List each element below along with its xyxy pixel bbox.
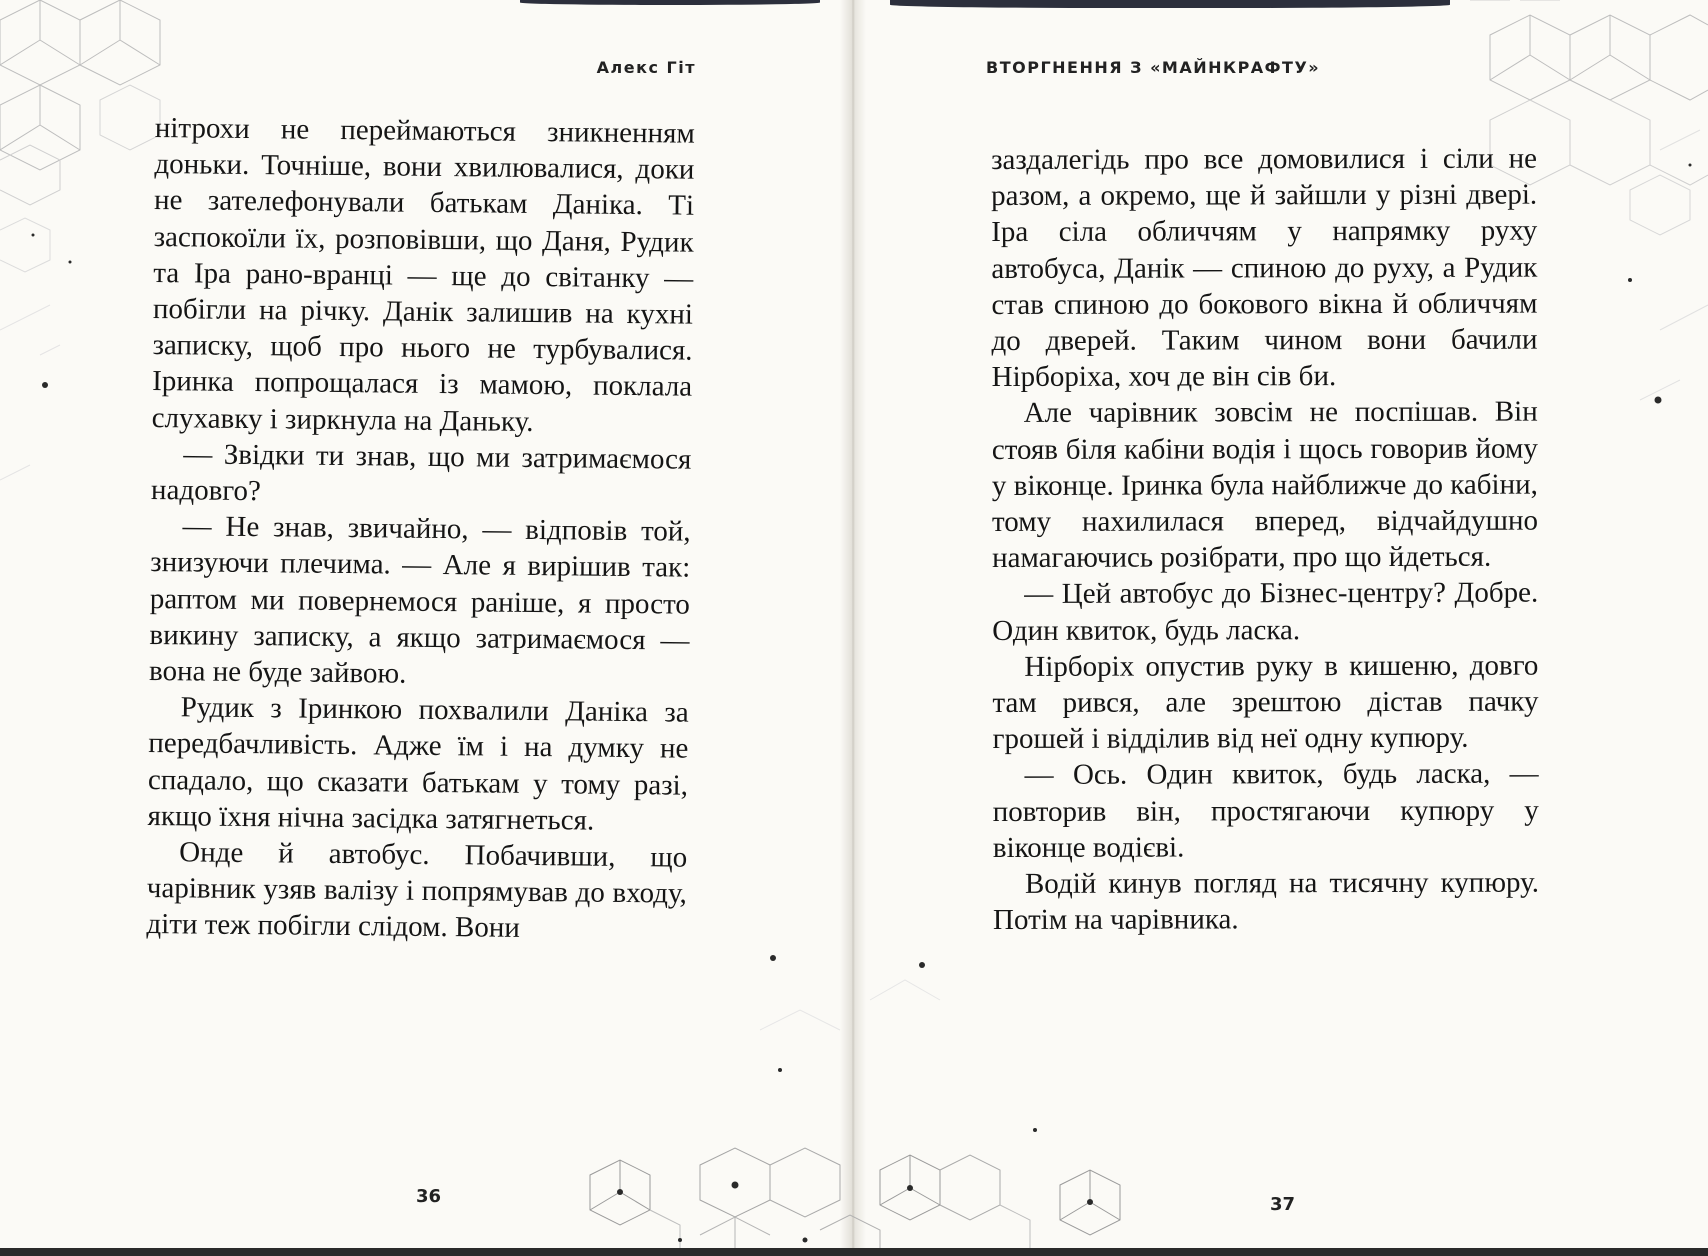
paragraph: — Звідки ти знав, що ми затримаємося надовго? bbox=[150, 438, 692, 508]
right-page bbox=[866, 0, 1708, 1256]
paragraph: — Ось. Один квиток, будь ласка, — повторив він, простягаючи купюру у віконце водієві. bbox=[992, 758, 1539, 864]
paragraph: — Не знав, звичайно, — відповів той, знизуючи плечима. — Але я вирішив так: раптом ми повернемося раніше, я просто викину записку, а якщо затримаємося — вона не буде зайвою. bbox=[148, 510, 691, 690]
paragraph: — Цей автобус до Бізнес-центру? Добре. Один квиток, будь ласка. bbox=[992, 577, 1539, 647]
paragraph: нітрохи не переймаються зникненням доньки. Точніше, вони хвилювалися, доки не зателефонували батькам Даніка. Ті заспокоїли їх, розповівши, що Даня, Рудик та Іра рано-вранці — ще до світанку — побігли на річку. Данік залишив на кухні записку, щоб про нього не турбувалися. Іринка попрощалася із мамою, поклала слухавку і зиркнула на Даньку. bbox=[151, 111, 695, 438]
page-number: 37 bbox=[1270, 1194, 1296, 1215]
running-head-author: Алекс Гіт bbox=[596, 58, 696, 77]
right-page-text bbox=[991, 141, 1539, 939]
scan-bottom-edge bbox=[0, 1248, 1708, 1256]
paragraph: Рудик з Іринкою похвалили Даніка за передбачливість. Адже їм і на думку не спадало, що сказати батькам у тому разі, якщо їхня нічна засідка затягнеться. bbox=[147, 691, 689, 837]
paragraph: заздалегідь про все домовилися і сіли не разом, а окремо, ще й зайшли у різні двері. Іра сіла обличчям у напрямку руху автобуса, Данік — спиною до руху, а Рудик став спиною до бокового вікна й обличчям до дверей. Таким чином вони бачили Нірборіха, хоч де він сів би. bbox=[991, 142, 1538, 394]
paragraph: Водій кинув погляд на тисячну купюру. Потім на чарівника. bbox=[992, 866, 1539, 937]
paragraph: Нірборіх опустив руку в кишеню, довго там рився, але зрештою дістав пачку грошей і відділив від неї одну купюру. bbox=[992, 649, 1539, 756]
running-head-title: ВТОРГНЕННЯ З «МАЙНКРАФТУ» bbox=[986, 58, 1321, 77]
left-page-text bbox=[146, 110, 695, 948]
left-page bbox=[0, 0, 840, 1256]
paragraph: Онде й автобус. Побачивши, що чарівник узяв валізу і попрямував до входу, діти теж побігли слідом. Вони bbox=[146, 836, 688, 945]
paragraph: Але чарівник зовсім не поспішав. Він стояв біля кабіни водія і щось говорив йому у віконце. Іринка була найближче до кабіни, тому нахилилася вперед, відчайдушно намагаючись розібрати, про що йдеться. bbox=[991, 395, 1539, 575]
book-spine-gutter bbox=[840, 0, 866, 1256]
page-number: 36 bbox=[416, 1186, 442, 1207]
